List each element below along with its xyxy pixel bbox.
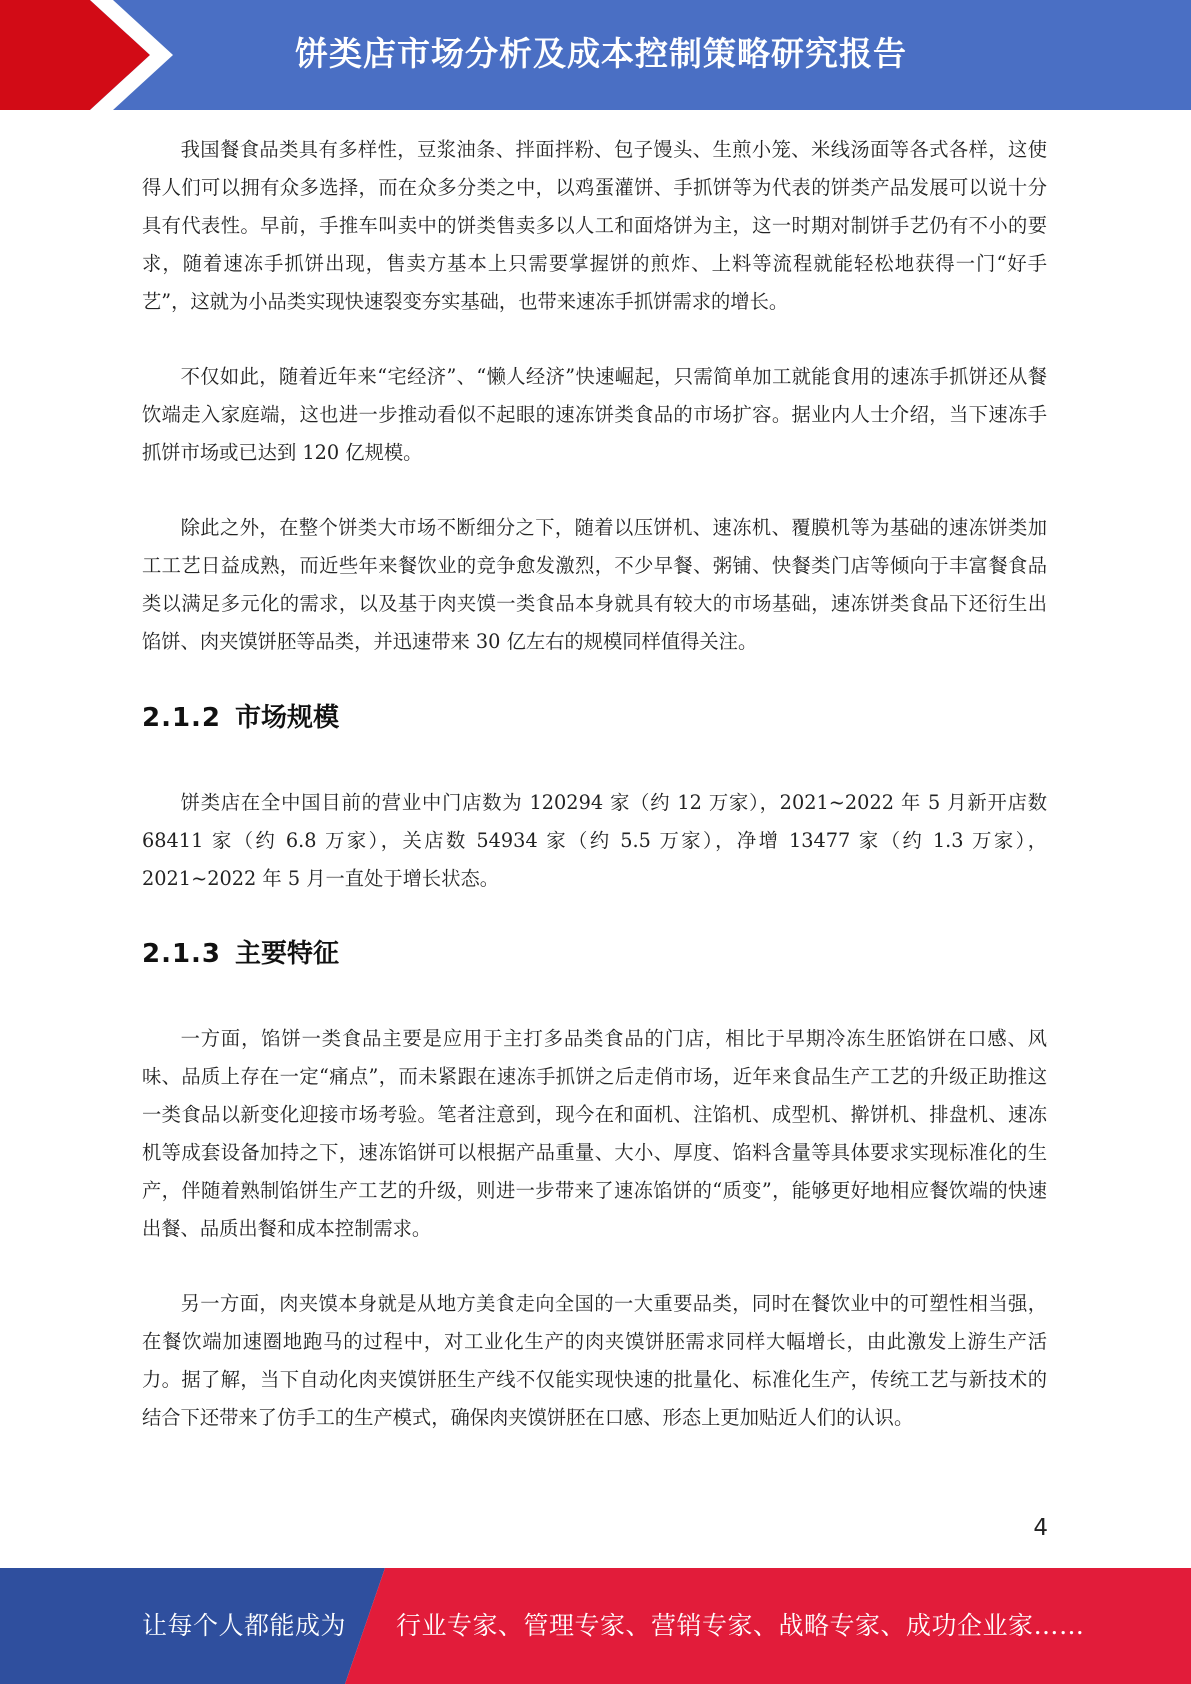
paragraph: 另一方面，肉夹馍本身就是从地方美食走向全国的一大重要品类，同时在餐饮业中的可塑性相当强，在餐饮端加速圈地跑马的过程中，对工业化生产的肉夹馍饼胚需求同样大幅增长，由此激发上游生产活力。据了解，当下自动化肉夹馍饼胚生产线不仅能实现快速的批量化、标准化生产，传统工艺与新技术的结合下还带来了仿手工的生产模式，确保肉夹馍饼胚在口感、形态上更加贴近人们的认识。 [142, 1292, 1047, 1429]
paragraph: 除此之外，在整个饼类大市场不断细分之下，随着以压饼机、速冻机、覆膜机等为基础的速冻饼类加工工艺日益成熟，而近些年来餐饮业的竞争愈发激烈，不少早餐、粥铺、快餐类门店等倾向于丰富餐食品类以满足多元化的需求，以及基于肉夹馍一类食品本身就具有较大的市场基础，速冻饼类食品下还衍生出馅饼、肉夹馍饼胚等品类，并迅速带来 30 亿左右的规模同样值得关注。 [142, 516, 1047, 653]
footer-slogan-left: 让每个人都能成为 [142, 1611, 347, 1640]
section-heading-main-features [142, 935, 1047, 973]
report-title: 饼类店市场分析及成本控制策略研究报告 [295, 34, 907, 73]
section-title: 主要特征 [235, 939, 340, 969]
footer-slogan-right: 行业专家、管理专家、营销专家、战略专家、成功企业家…… [396, 1611, 1085, 1640]
paragraph: 不仅如此，随着近年来“宅经济”、“懒人经济”快速崛起，只需简单加工就能食用的速冻手抓饼还从餐饮端走入家庭端，这也进一步推动看似不起眼的速冻饼类食品的市场扩容。据业内人士介绍，当下速冻手抓饼市场或已达到 120 亿规模。 [142, 365, 1047, 464]
section-number: 2.1.2 [142, 703, 222, 733]
section-heading-market-size [142, 699, 1047, 737]
page-number: 4 [1033, 1515, 1048, 1541]
page-header [0, 0, 1191, 110]
paragraph: 一方面，馅饼一类食品主要是应用于主打多品类食品的门店，相比于早期冷冻生胚馅饼在口感、风味、品质上存在一定“痛点”，而未紧跟在速冻手抓饼之后走俏市场，近年来食品生产工艺的升级正助推这一类食品以新变化迎接市场考验。笔者注意到，现今在和面机、注馅机、成型机、擀饼机、排盘机、速冻机等成套设备加持之下，速冻馅饼可以根据产品重量、大小、厚度、馅料含量等具体要求实现标准化的生产，伴随着熟制馅饼生产工艺的升级，则进一步带来了速冻馅饼的“质变”，能够更好地相应餐饮端的快速出餐、品质出餐和成本控制需求。 [142, 1027, 1047, 1240]
section-number: 2.1.3 [142, 939, 222, 969]
section-title: 市场规模 [235, 703, 340, 733]
page-footer [0, 1568, 1191, 1684]
report-body [142, 131, 1047, 1437]
paragraph: 饼类店在全中国目前的营业中门店数为 120294 家（约 12 万家），2021~2022 年 5 月新开店数 68411 家（约 6.8 万家），关店数 54934 家（约 5.5 万家），净增 13477 家（约 1.3 万家），2021~2022 年 5 月一直处于增长状态。 [142, 791, 1047, 890]
paragraph: 我国餐食品类具有多样性，豆浆油条、拌面拌粉、包子馒头、生煎小笼、米线汤面等各式各样，这使得人们可以拥有众多选择，而在众多分类之中，以鸡蛋灌饼、手抓饼等为代表的饼类产品发展可以说十分具有代表性。早前，手推车叫卖中的饼类售卖多以人工和面烙饼为主，这一时期对制饼手艺仍有不小的要求，随着速冻手抓饼出现，售卖方基本上只需要掌握饼的煎炸、上料等流程就能轻松地获得一门“好手艺”，这就为小品类实现快速裂变夯实基础，也带来速冻手抓饼需求的增长。 [142, 138, 1047, 313]
